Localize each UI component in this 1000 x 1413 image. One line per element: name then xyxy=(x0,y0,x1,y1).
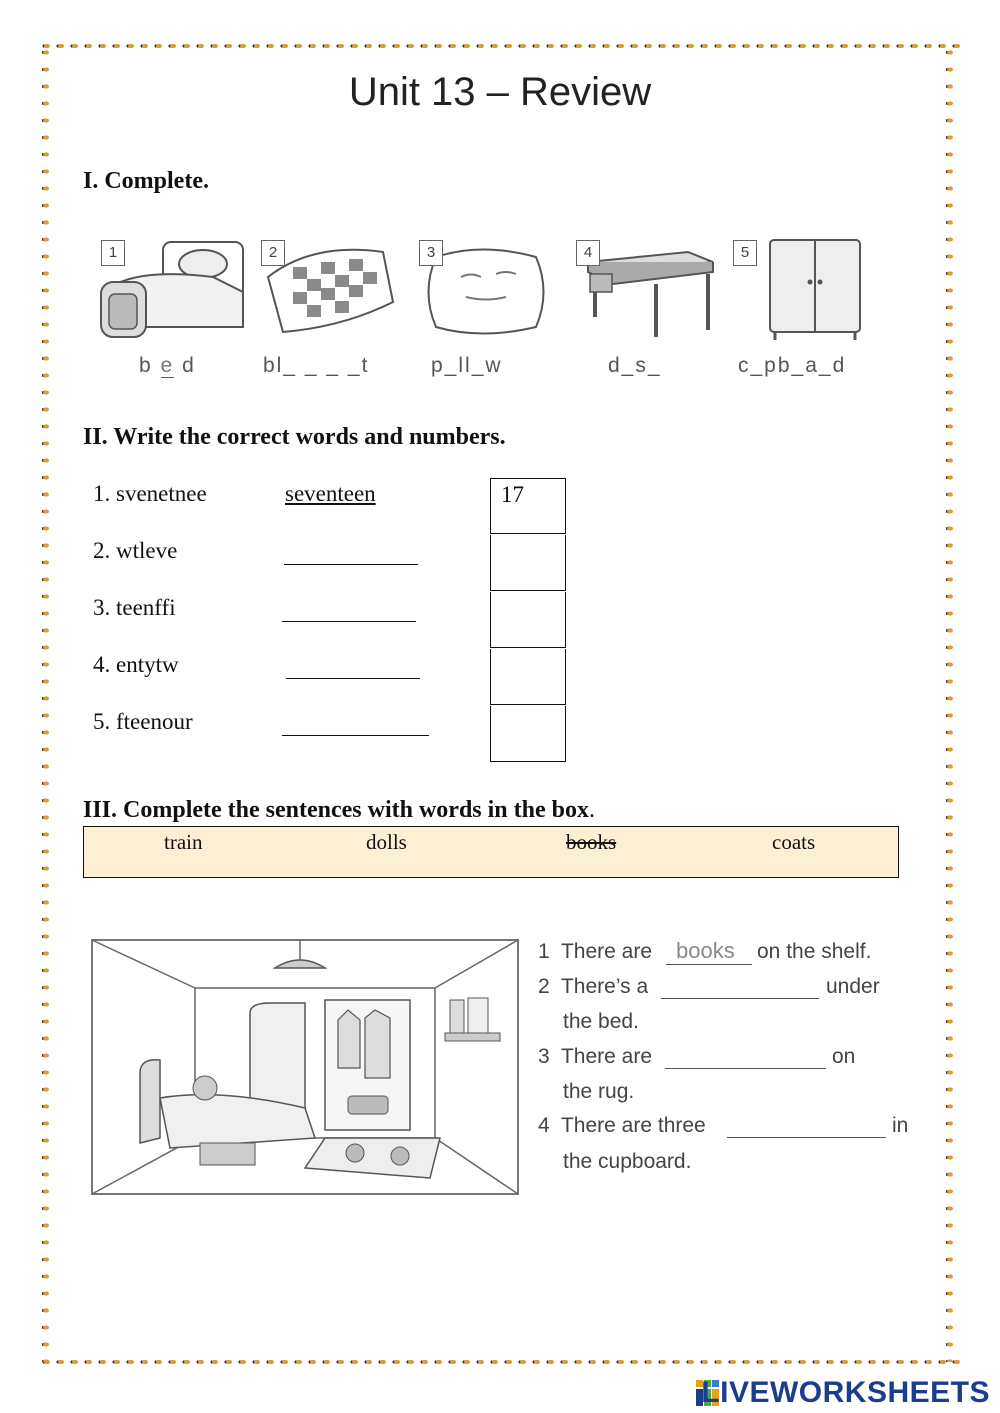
picture-item-5 xyxy=(725,232,865,342)
number-box: 17 xyxy=(490,478,566,534)
doll-icon xyxy=(346,1144,364,1162)
sentence-1-end: on the shelf. xyxy=(757,940,872,963)
box-word: train xyxy=(164,830,203,854)
number-box[interactable] xyxy=(490,649,566,705)
sentence-1-blank[interactable] xyxy=(666,964,752,965)
section2-heading: II. Write the correct words and numbers. xyxy=(83,424,506,450)
toy-car-icon xyxy=(348,1096,388,1114)
item-number: 4 xyxy=(576,240,600,266)
answer-blank[interactable] xyxy=(282,621,416,622)
sentence-3-line2: the rug. xyxy=(563,1080,635,1103)
section1-heading: I. Complete. xyxy=(83,168,209,194)
sentence-1-answer: books xyxy=(676,938,735,963)
answer-example: seventeen xyxy=(285,481,376,506)
teddy-bear-icon xyxy=(193,1076,217,1100)
word-cupboard: c_pb_a_d xyxy=(738,354,847,377)
picture-item-1 xyxy=(93,232,233,342)
decorative-border-right xyxy=(944,44,956,1362)
word-blanket: bl_ _ _ _t xyxy=(263,354,370,377)
shelf-icon xyxy=(445,1033,500,1041)
scrambled-word: 1. svenetnee xyxy=(93,481,207,506)
scrambled-word: 4. entytw xyxy=(93,652,179,677)
bedroom-illustration xyxy=(90,938,520,1196)
word-pillow: p_ll_w xyxy=(431,354,503,377)
scrambled-word: 3. teenffi xyxy=(93,595,176,620)
sentence-2-blank[interactable] xyxy=(661,998,819,999)
sentence-1: 1 There are xyxy=(538,940,653,963)
decorative-border-left xyxy=(40,44,52,1362)
item-number: 3 xyxy=(419,240,443,266)
item-number: 1 xyxy=(101,240,125,266)
box-word-struck: books xyxy=(566,830,617,854)
sentence-4-line2: the cupboard. xyxy=(563,1150,692,1173)
item-number: 5 xyxy=(733,240,757,266)
box-word: dolls xyxy=(366,830,407,854)
picture-row xyxy=(93,232,923,392)
page-title: Unit 13 – Review xyxy=(348,70,652,114)
answer-blank[interactable] xyxy=(282,735,429,736)
sentence-2: 2 There’s a xyxy=(538,975,649,998)
number-box[interactable] xyxy=(490,535,566,591)
item-number: 2 xyxy=(261,240,285,266)
number-box[interactable] xyxy=(490,706,566,762)
sentence-2-line2: the bed. xyxy=(563,1010,639,1033)
sentence-4-blank[interactable] xyxy=(727,1137,886,1138)
sentence-3: 3 There are xyxy=(538,1045,653,1068)
scrambled-word: 2. wtleve xyxy=(93,538,178,563)
filled-letter: e xyxy=(160,354,175,377)
box-word: coats xyxy=(772,830,816,854)
picture-item-3 xyxy=(411,232,551,342)
word-bed: b e d xyxy=(139,354,196,377)
scrambled-word: 5. fteenour xyxy=(93,709,193,734)
sentence-4: 4 There are three xyxy=(538,1114,706,1137)
word-box xyxy=(83,826,899,878)
answer-blank[interactable] xyxy=(284,564,418,565)
sentence-2-end: under xyxy=(826,975,880,998)
liveworksheets-brand[interactable]: LIVEWORKSHEETS xyxy=(701,1376,990,1409)
toy-train-icon xyxy=(200,1143,255,1165)
decorative-border-bottom xyxy=(40,1356,960,1368)
number-box[interactable] xyxy=(490,592,566,648)
doll-icon xyxy=(391,1147,409,1165)
word-desk: d_s_ xyxy=(608,354,662,377)
sentence-3-blank[interactable] xyxy=(665,1068,826,1069)
sentence-3-end: on xyxy=(832,1045,856,1068)
answer-blank[interactable] xyxy=(286,678,420,679)
decorative-border-top xyxy=(40,40,960,52)
section3-heading: III. Complete the sentences with words in the box. xyxy=(83,797,595,823)
picture-item-4 xyxy=(568,232,708,342)
sentence-4-end: in xyxy=(892,1114,909,1137)
picture-item-2 xyxy=(253,232,393,342)
